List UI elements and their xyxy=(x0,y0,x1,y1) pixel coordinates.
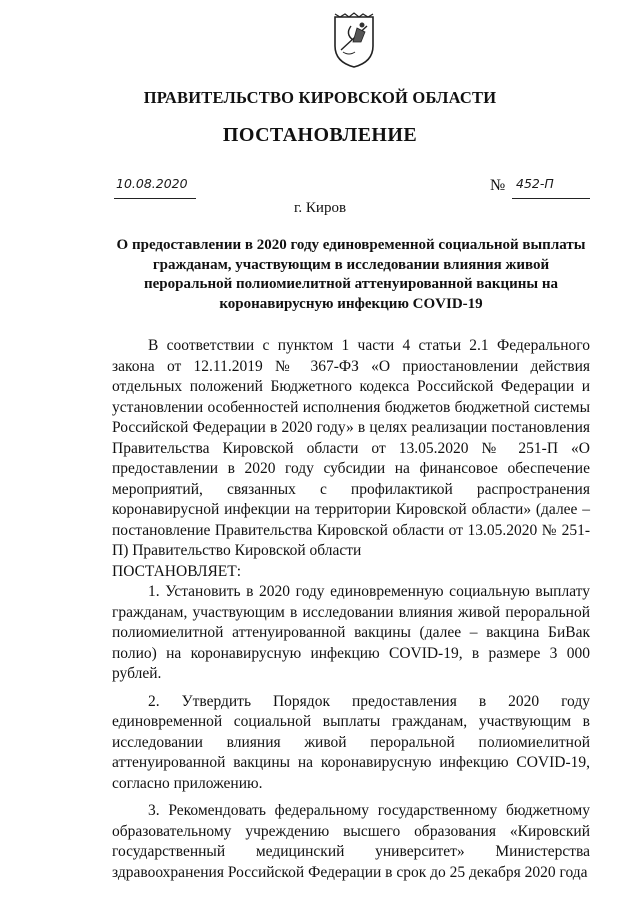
kirov-coat-of-arms-icon xyxy=(331,12,377,70)
government-title: ПРАВИТЕЛЬСТВО КИРОВСКОЙ ОБЛАСТИ xyxy=(143,88,497,107)
item-2-paragraph: 2. Утвердить Порядок предоставления в 2020 году единовременной социальной выплаты гражданам, участвующим в исследовании влияния живой пероральной полиомиелитной аттенуированной вакцины на коронавирусную инфекцию COVID-19, согласно приложению. xyxy=(112,692,590,792)
item-1-paragraph: 1. Установить в 2020 году единовременную социальную выплату гражданам, участвующим в исследовании влияния живой пероральной полиомиелитной аттенуированной вакцины (далее – вакцина БиВак полио) на коронавирусную инфекцию COVID-19, в размере 3 000 рублей. xyxy=(112,583,590,682)
document-number: 452-П xyxy=(516,176,554,191)
subject-line: О предоставлении в 2020 году единовременной социальной выплаты xyxy=(116,237,586,253)
document-date: 10.08.2020 xyxy=(116,176,188,191)
city: г. Киров xyxy=(293,200,347,216)
item-3-paragraph: 3. Рекомендовать федеральному государственному бюджетному образовательному учреждению высшего образования «Кировский государственный медицинский университет» Министерства здравоохранения Российской Федерации в срок до 25 декабря 2020 года xyxy=(112,802,590,881)
document-subject xyxy=(112,236,590,314)
document-type: ПОСТАНОВЛЕНИЕ xyxy=(222,124,418,146)
subject-line: коронавирусную инфекцию COVID-19 xyxy=(219,295,483,312)
preamble-paragraph: В соответствии с пунктом 1 части 4 статьи 2.1 Федерального закона от 12.11.2019 № 367-ФЗ «О приостановлении действия отдельных положений Бюджетного кодекса Российской Федерации и установлении особенностей исполнения бюджетов бюджетной системы Российской Федерации в 2020 году» в целях реализации постановления Правительства Кировской области от 13.05.2020 № 251-П «О предоставлении в 2020 году субсидии на финансовое обеспечение мероприятий, связанных с профилактикой распространения коронавирусной инфекции на территории Кировской области» (далее – постановление Правительства Кировской области от 13.05.2020 № 251-П) Правительство Кировской области xyxy=(112,337,590,559)
subject-line: пероральной полиомиелитной аттенуированной вакцины на xyxy=(143,276,558,292)
document-body xyxy=(112,336,590,890)
decree-word: ПОСТАНОВЛЯЕТ: xyxy=(112,562,242,580)
subject-line: гражданам, участвующим в исследовании влияния живой xyxy=(152,256,550,273)
number-sign: № xyxy=(490,177,506,194)
